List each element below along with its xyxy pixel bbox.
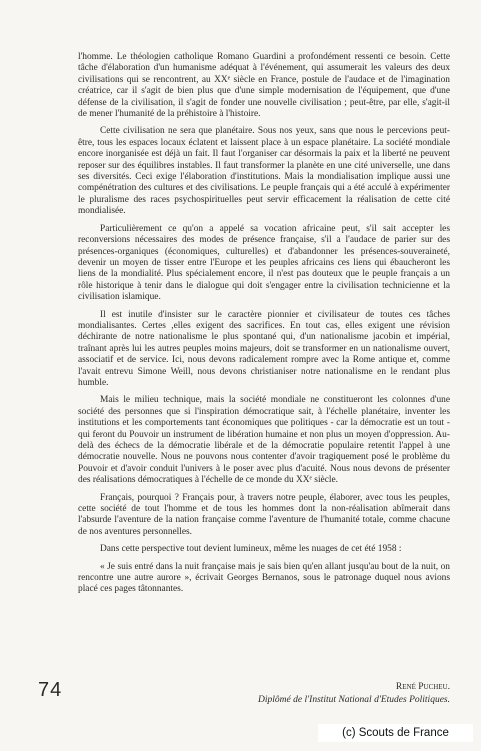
body-text bbox=[78, 52, 450, 602]
paragraph-4: Il est inutile d'insister sur le caractère pionnier et civilisateur de toutes ces tâches mondialisantes. Certes ,elles exigent des sacrifices. En tout cas, elles exigent une révision déchirante de notre nationalisme le plus spontané qui, d'un nationalisme jacobin et impérial, traînant après lui les autres peuples moins majeurs, doit se transformer en un nationalisme ouvert, associatif et de service. Ici, nous devons radicalement rompre avec la Rome antique et, comme l'avait entrevu Simone Weill, nous devons christianiser notre nationalisme en le rendant plus humble. bbox=[78, 309, 450, 388]
paragraph-2: Cette civilisation ne sera que planétaire. Sous nos yeux, sans que nous le percevions peut-être, tous les espaces locaux éclatent et laissent place à un espace planétaire. La société mondiale encore inorganisée est déjà un fait. Il faut l'organiser car désormais la paix et la liberté ne peuvent reposer sur des équilibres instables. Il faut transformer la planète en une cité universelle, une dans ses diversités. Ceci exige l'élaboration d'institutions. Mais la mondialisation implique aussi une compénétration des cultures et des civilisations. Le peuple français qui a été acculé à expérimenter le pluralisme des races psychospirituelles peut servir efficacement la réalisation de cette cité mondialisée. bbox=[78, 126, 450, 217]
copyright-watermark: (c) Scouts de France bbox=[318, 724, 473, 742]
paragraph-1: l'homme. Le théologien catholique Romano Guardini a profondément ressenti ce besoin. Cette tâche d'élaboration d'un humanisme adéquat à l'événement, qui assumerait les valeurs des deux civilisations qui se rencontrent, au XXᵉ siècle en France, postule de l'audace et de l'imagination créatrice, car il s'agit de bien plus que d'une simple modernisation de l'équipement, que d'une défense de la civilisation, il s'agit de fonder une nouvelle civilisation ; peut-être, par elle, s'agit-il de mener l'humanité de la préhistoire à l'histoire. bbox=[78, 52, 450, 120]
page-number: 74 bbox=[38, 679, 63, 701]
paragraph-6: Français, pourquoi ? Français pour, à travers notre peuple, élaborer, avec tous les peuples, cette société de tout l'homme et de tous les hommes dont la non-réalisation abîmerait dans l'absurde l'aventure de la nation française comme l'aventure de l'humanité totale, comme chacune de nos aventures personnelles. bbox=[78, 492, 450, 537]
paragraph-3: Particulièrement ce qu'on a appelé sa vocation africaine peut, s'il sait accepter les reconversions nécessaires des modes de présence française, s'il a l'audace de parier sur des présences-organiques (économiques, culturelles) et d'abandonner les présences-souveraineté, devenir un moyen de tisser entre l'Europe et les peuples africains ces liens qui ébaucheront les liens de la mondialité. Plus spécialement encore, il n'est pas douteux que le peuple français a un rôle historique à tenir dans le dialogue qui doit s'engager entre la civilisation technicienne et la civilisation islamique. bbox=[78, 223, 450, 303]
quote-paragraph: « Je suis entré dans la nuit française mais je sais bien qu'en allant jusqu'au bout de la nuit, on rencontre une autre aurore », écrivait Georges Bernanos, sous le patronage duquel nous avions placé ces pages tâtonnantes. bbox=[78, 561, 450, 595]
author-signature bbox=[320, 682, 450, 692]
author-name: René Pucheu. bbox=[395, 682, 450, 692]
author-credential: Diplômé de l'Institut National d'Etudes Politiques. bbox=[258, 695, 450, 705]
paragraph-7: Dans cette perspective tout devient lumineux, même les nuages de cet été 1958 : bbox=[100, 544, 402, 555]
paragraph-5: Mais le milieu technique, mais la société mondiale ne constitueront les colonnes d'une société des personnes que si l'inspiration démocratique sait, à l'échelle planétaire, inventer les institutions et les comportements tant économiques que politiques - car la démocratie est un tout - qui feront du Pouvoir un instrument de libération humaine et non plus un moyen d'oppression. Au-delà des échecs de la démocratie libérale et de la démocratie populaire retentit l'appel à une démocratie nouvelle. Nous ne pouvons nous contenter d'avoir tragiquement posé le problème du Pouvoir et d'avoir conduit l'univers à le poser avec plus d'acuité. Nous nous devons de présenter des réalisations démocratiques à l'échelle de ce monde du XXᵉ siècle. bbox=[78, 395, 450, 486]
